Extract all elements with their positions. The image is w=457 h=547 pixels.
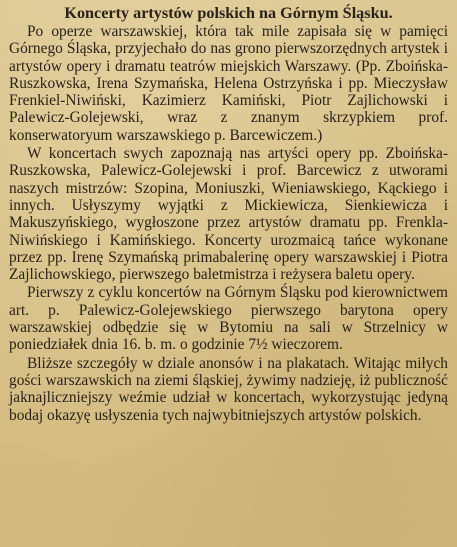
article-headline: Koncerty artystów polskich na Górnym Śląsku. — [64, 4, 393, 22]
article-paragraph-1: Po operze warszawskiej, która tak mile zapisała się w pamięci Górnego Śląska, przyjechało do nas grono pierwszorzędnych artystek i artystów opery i dramatu teatrów miejskich Warszawy. (Pp. Zboińska-Ruszkowska, Irena Szymańska, Helena Ostrzyńska i pp. Mieczysław Frenkiel-Niwiński, Kazimierz Kamiński, Piotr Zajlichowski i Palewicz-Golejewski, wraz z znanym skrzypkiem prof. konserwatoryum warszawskiego p. Barcewiczem.) — [9, 23, 448, 144]
article-paragraph-3: Pierwszy z cyklu koncertów na Górnym Śląsku pod kierownictwem art. p. Palewicz-Golejewskiego pierwszego barytona opery warszawskiej odbędzie się w Bytomiu na sali w Strzelnicy w poniedziałek dnia 16. b. m. o godzinie 7½ wieczorem. — [9, 284, 448, 354]
article-paragraph-4: Bliższe szczegóły w dziale anonsów i na plakatach. Witając miłych gości warszawskich na ziemi śląskiej, żywimy nadzieję, iż publiczność jaknajliczniejszy weźmie udział w koncertach, wykorzystując jedyną bodaj okazyę usłyszenia tych najwybitniejszych artystów polskich. — [9, 354, 448, 424]
article-paragraph-2: W koncertach swych zapoznają nas artyści opery pp. Zboińska-Ruszkowska, Palewicz-Golejewski i prof. Barcewicz z utworami naszych mistrzów: Szopina, Moniuszki, Wieniawskiego, Kąckiego i innych. Usłyszymy wyjątki z Mickiewicza, Sienkiewicza i Makuszyńskiego, wygłoszone przez artystów dramatu pp. Frenkla-Niwińskiego i Kamińskiego. Koncerty urozmaicą tańce wykonane przez pp. Irenę Szymańską primabalerinę opery warszawskiej i Piotra Zajlichowskiego, pierwszego baletmistrza i reżysera baletu opery. — [9, 145, 448, 284]
